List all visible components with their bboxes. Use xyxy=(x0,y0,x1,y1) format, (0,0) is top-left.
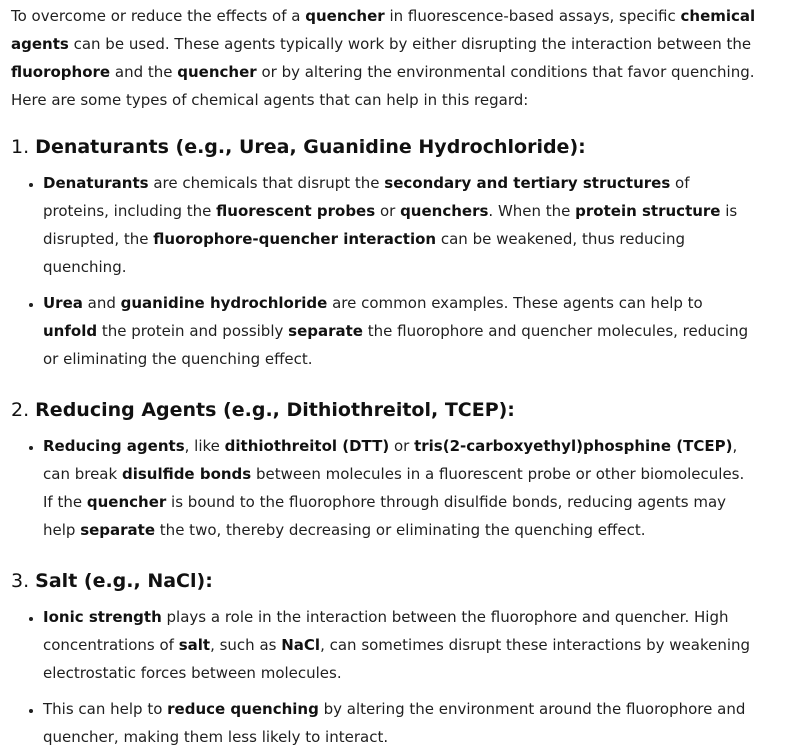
section-heading: 3. Salt (e.g., NaCl): xyxy=(11,570,213,592)
section-heading: 2. Reducing Agents (e.g., Dithiothreitol, TCEP): xyxy=(11,399,515,421)
bullet-list xyxy=(11,603,758,751)
section-heading: 1. Denaturants (e.g., Urea, Guanidine Hydrochloride): xyxy=(11,136,586,158)
intro-paragraph: To overcome or reduce the effects of a quencher in fluorescence-based assays, specific chemical agents can be used. These agents typically work by either disrupting the interaction between the fluorophore and the quencher or by altering the environmental conditions that favor quenching. Here are some types of chemical agents that can help in this regard: xyxy=(11,7,756,109)
list-item: • Urea and guanidine hydrochloride are common examples. These agents can help to unfold the protein and possibly separate the fluorophore and quencher molecules, reducing or eliminating the quenching effect. xyxy=(43,289,758,373)
list-item: • Reducing agents, like dithiothreitol (DTT) or tris(2-carboxyethyl)phosphine (TCEP), can break disulfide bonds between molecules in a fluorescent probe or other biomolecules. If the quencher is bound to the fluorophore through disulfide bonds, reducing agents may help separate the two, thereby decreasing or eliminating the quenching effect. xyxy=(43,432,758,544)
bullet-list xyxy=(11,169,758,373)
section-salt xyxy=(11,567,758,751)
section-reducing-agents xyxy=(11,396,758,544)
section-denaturants xyxy=(11,133,758,373)
list-item: • This can help to reduce quenching by altering the environment around the fluorophore and quencher, making them less likely to interact. xyxy=(43,695,758,751)
bullet-list xyxy=(11,432,758,544)
list-item: • Ionic strength plays a role in the interaction between the fluorophore and quencher. High concentrations of salt, such as NaCl, can sometimes disrupt these interactions by weakening electrostatic forces between molecules. xyxy=(43,603,758,687)
list-item: • Denaturants are chemicals that disrupt the secondary and tertiary structures of proteins, including the fluorescent probes or quenchers. When the protein structure is disrupted, the fluorophore-quencher interaction can be weakened, thus reducing quenching. xyxy=(43,169,758,281)
